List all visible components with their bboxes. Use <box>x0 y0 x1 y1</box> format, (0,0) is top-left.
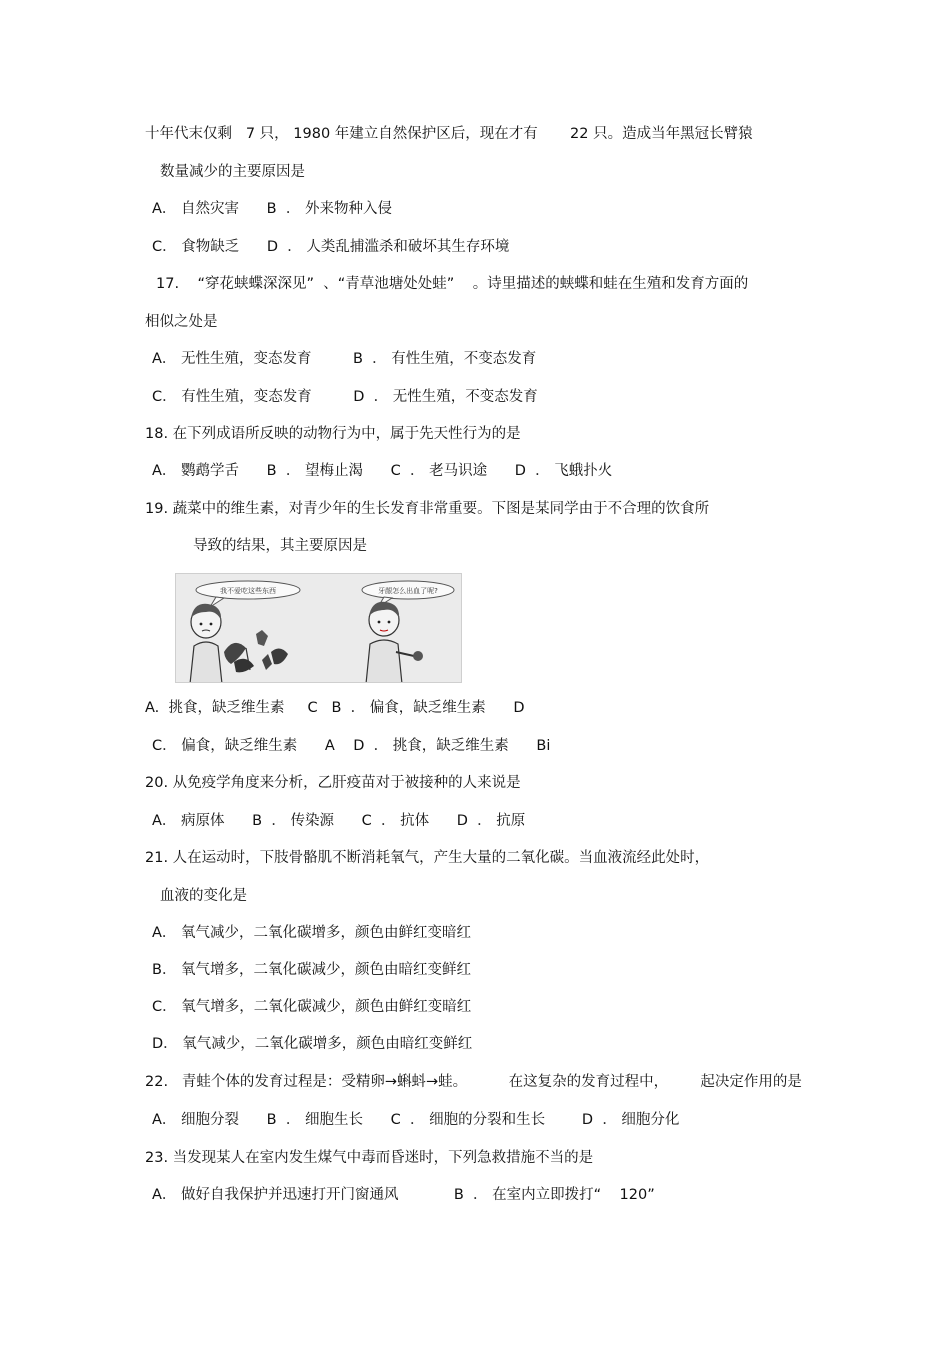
q17-stem: 17. “穿花蛱蝶深深见” 、“青草池塘处处蛙” 。诗里描述的蛱蝶和蛙在生殖和发育方面的 <box>156 276 749 292</box>
q21-option-d: D． 氧气减少，二氧化碳增多，颜色由暗红变鲜红 <box>152 1036 473 1052</box>
q23-stem: 23. 当发现某人在室内发生煤气中毒而昏迷时，下列急救措施不当的是 <box>145 1150 594 1166</box>
q16-options-ab: A． 自然灾害 B ． 外来物种入侵 <box>152 201 392 217</box>
line-2: 数量减少的主要原因是 <box>160 164 305 180</box>
q22-options: A． 细胞分裂 B ． 细胞生长 C ． 细胞的分裂和生长 D ． 细胞分化 <box>152 1112 680 1128</box>
q20-stem: 20. 从免疫学角度来分析，乙肝疫苗对于被接种的人来说是 <box>145 775 521 791</box>
q17-options-ab: A． 无性生殖，变态发育 B ． 有性生殖，不变态发育 <box>152 351 537 367</box>
q21-stem: 21. 人在运动时，下肢骨骼肌不断消耗氧气，产生大量的二氧化碳。当血液流经此处时， <box>145 850 710 866</box>
q21-option-a: A． 氧气减少，二氧化碳增多，颜色由鲜红变暗红 <box>152 925 472 941</box>
q21-stem-cont: 血液的变化是 <box>160 888 247 904</box>
q16-options-cd: C． 食物缺乏 D ． 人类乱捕滥杀和破坏其生存环境 <box>152 239 510 255</box>
q19-cartoon-figure <box>175 573 462 683</box>
q19-options-cd: C． 偏食，缺乏维生素 A D ． 挑食，缺乏维生素 Bi <box>152 738 551 754</box>
q19-stem-cont: 导致的结果，其主要原因是 <box>193 538 367 554</box>
right-bubble-text: 牙龈怎么出血了呢? <box>378 587 438 595</box>
q23-options-ab: A． 做好自我保护并迅速打开门窗通风 B ． 在室内立即拨打“ 120” <box>152 1187 655 1203</box>
left-bubble-text: 我不爱吃这些东西 <box>220 587 276 595</box>
q21-option-c: C． 氧气增多，二氧化碳减少，颜色由鲜红变暗红 <box>152 999 472 1015</box>
q22-stem: 22. 青蛙个体的发育过程是：受精卵→蝌蚪→蛙。 在这复杂的发育过程中， 起决定作用的是 <box>145 1074 802 1090</box>
q20-options: A． 病原体 B ． 传染源 C ． 抗体 D ． 抗原 <box>152 813 526 829</box>
q18-options: A． 鹦鹉学舌 B ． 望梅止渴 C ． 老马识途 D ． 飞蛾扑火 <box>152 463 613 479</box>
q17-stem-cont: 相似之处是 <box>145 314 218 330</box>
q21-option-b: B． 氧气增多，二氧化碳减少，颜色由暗红变鲜红 <box>152 962 472 978</box>
line-1: 十年代末仅剩 7 只， 1980 年建立自然保护区后，现在才有 22 只。造成当年黑冠长臂猿 <box>145 126 753 142</box>
q17-options-cd: C． 有性生殖，变态发育 D ． 无性生殖，不变态发育 <box>152 389 538 405</box>
q18-stem: 18. 在下列成语所反映的动物行为中，属于先天性行为的是 <box>145 426 521 442</box>
q19-options-ab: A. 挑食，缺乏维生素 C B ． 偏食，缺乏维生素 D <box>145 700 525 716</box>
q19-stem: 19. 蔬菜中的维生素，对青少年的生长发育非常重要。下图是某同学由于不合理的饮食所 <box>145 501 710 517</box>
